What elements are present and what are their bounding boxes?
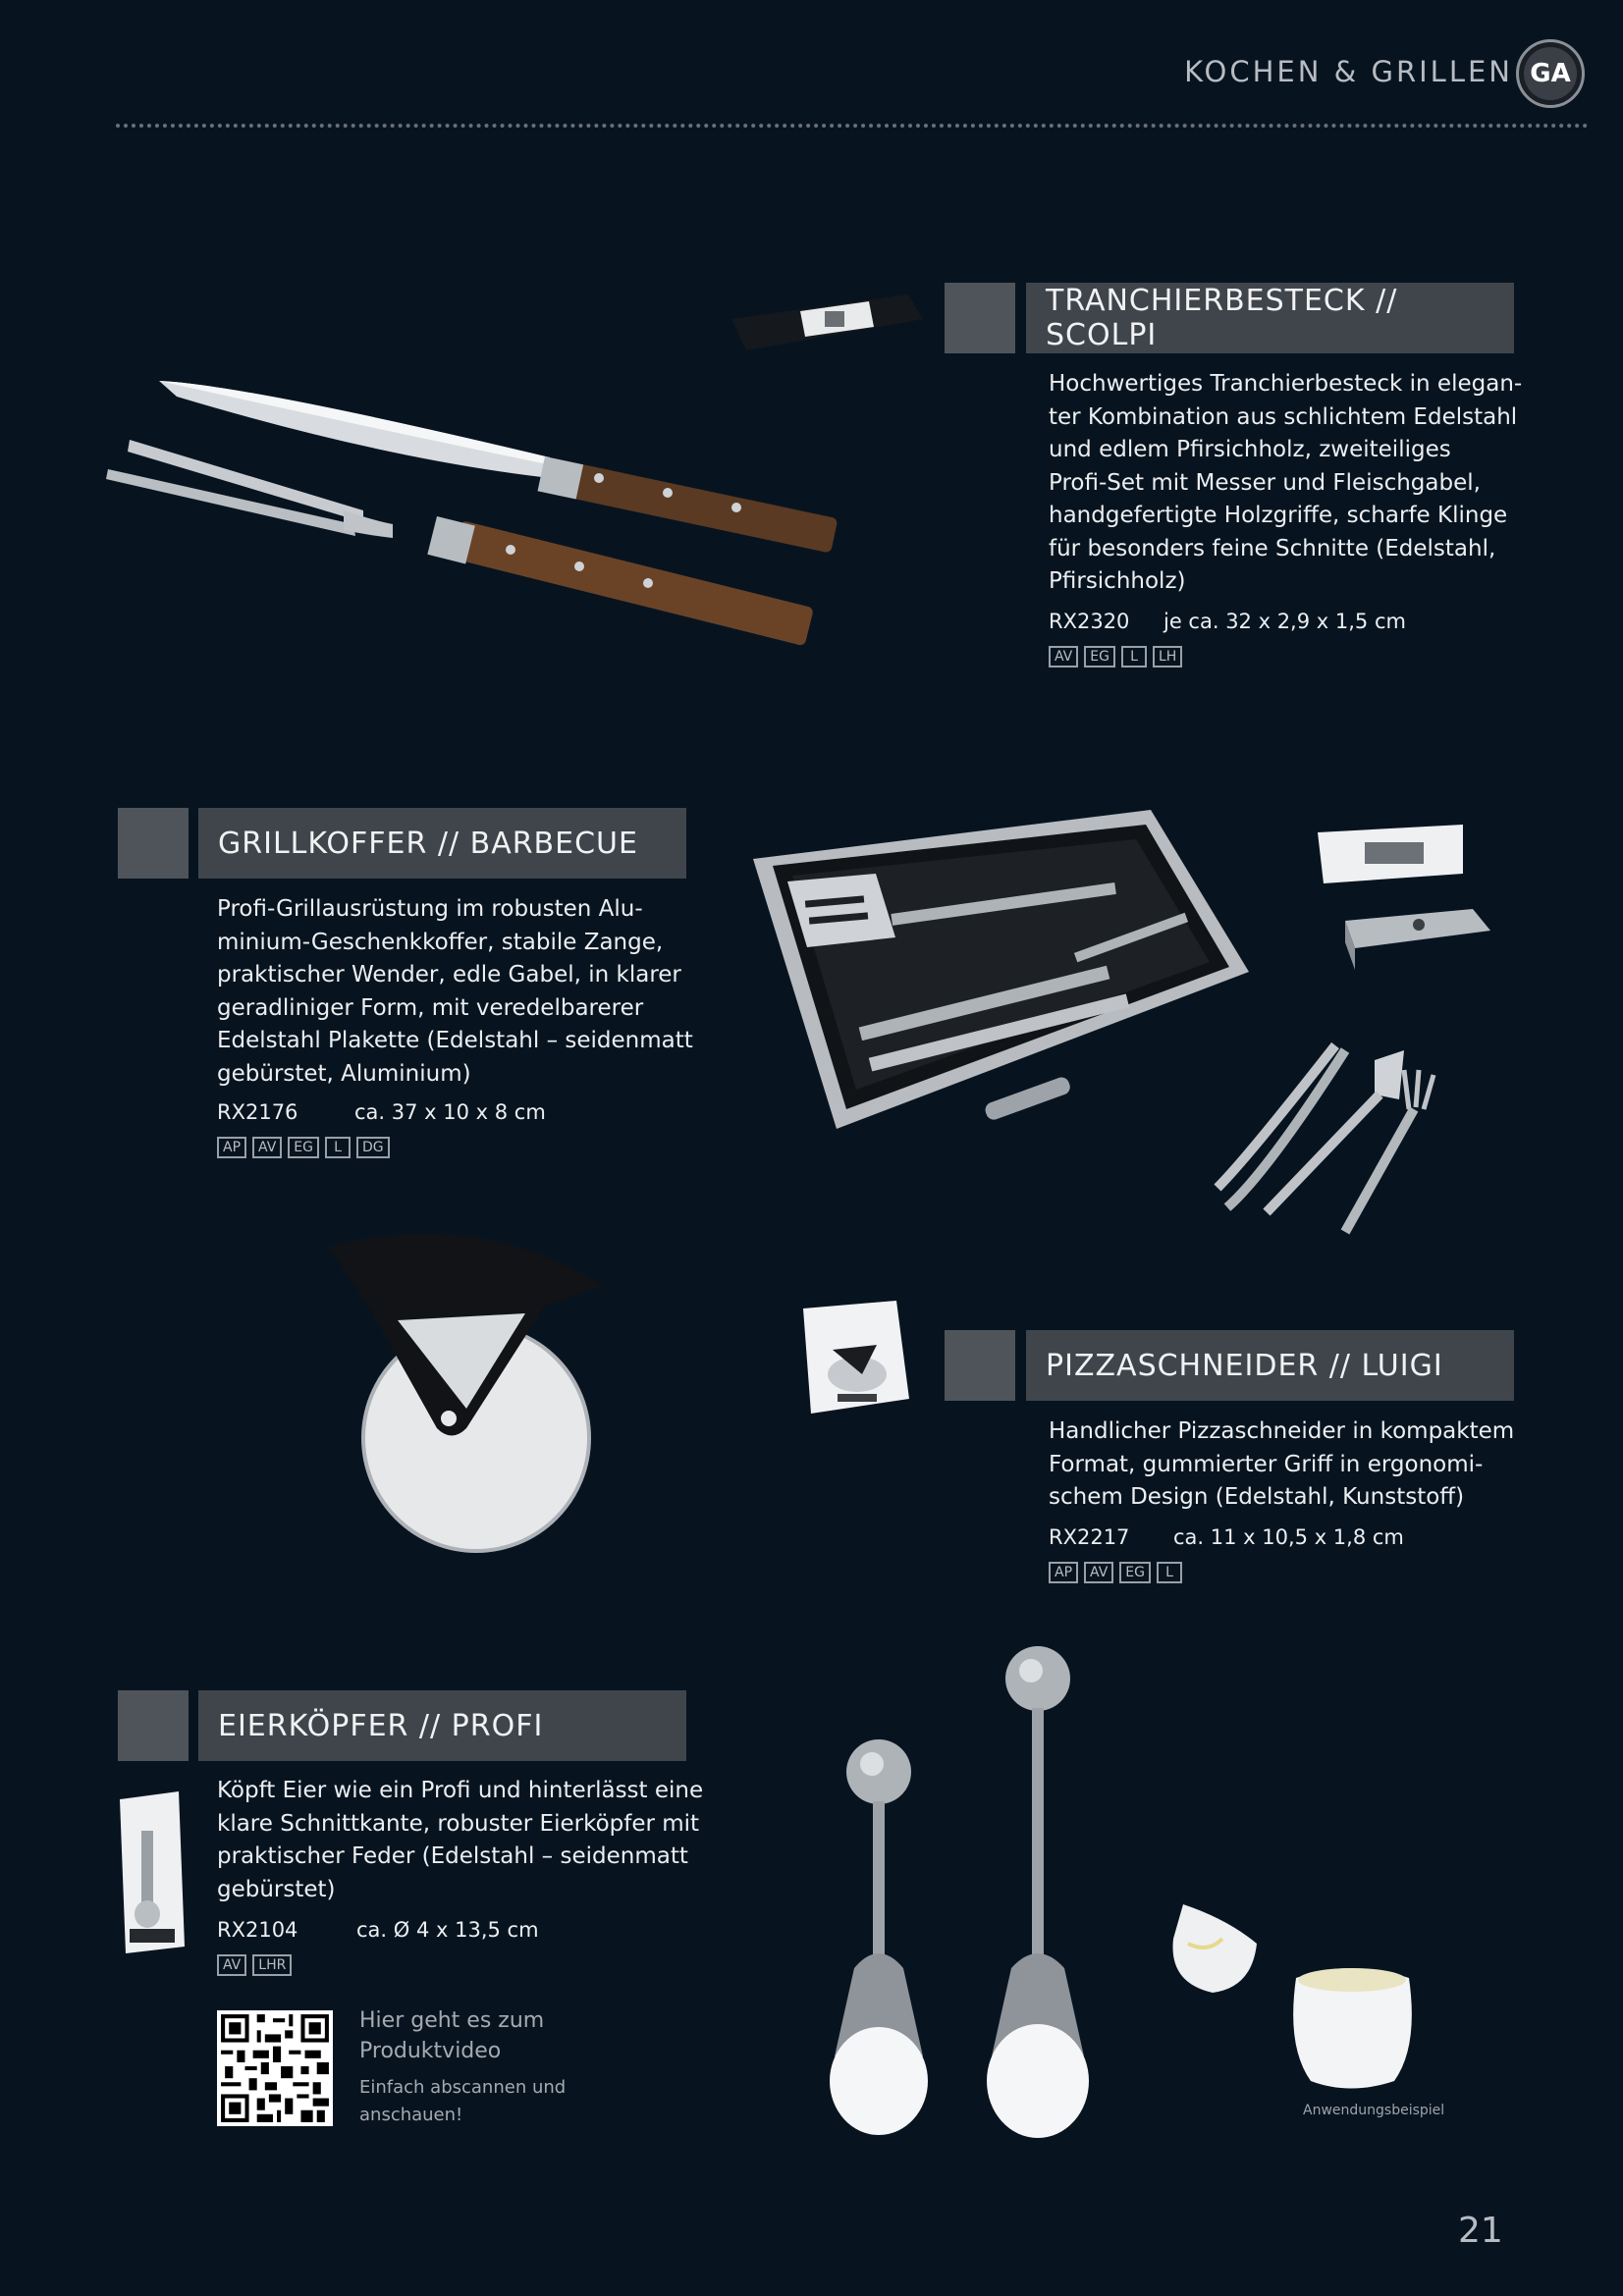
product-spec xyxy=(1049,1525,1404,1549)
badge: LHR xyxy=(252,1954,292,1976)
description-line: Pfirsichholz) xyxy=(1049,568,1186,594)
badge: DG xyxy=(356,1137,390,1158)
qr-code[interactable] xyxy=(217,2010,333,2126)
product-title-pizzaschneider: PIZZASCHNEIDER // LUIGI xyxy=(1026,1330,1514,1401)
product-description-eierkoepfer xyxy=(217,1775,703,1906)
brand-logo xyxy=(1516,39,1585,108)
product-spec xyxy=(217,1100,546,1124)
description-line: schem Design (Edelstahl, Kunststoff) xyxy=(1049,1484,1465,1510)
bbq-box-images xyxy=(1316,823,1492,989)
description-line: gebürstet) xyxy=(217,1876,336,1902)
description-line: gebürstet, Aluminium) xyxy=(217,1060,471,1087)
qr-heading-line: Hier geht es zum xyxy=(359,2008,545,2033)
carving-set-image xyxy=(98,363,864,658)
logo-mark: GA xyxy=(1524,47,1577,100)
description-line: Hochwertiges Tranchierbesteck in elegan- xyxy=(1049,371,1523,397)
page-number: 21 xyxy=(1458,2211,1503,2251)
badge: AV xyxy=(252,1137,282,1158)
product-code: RX2104 xyxy=(217,1918,298,1942)
product-description-grillkoffer xyxy=(217,893,693,1091)
description-line: Profi-Grillausrüstung im robusten Alu- xyxy=(217,896,643,922)
egg-topper-image xyxy=(815,1644,1139,2145)
description-line: Handlicher Pizzaschneider in kompaktem xyxy=(1049,1418,1515,1444)
pizza-cutter-image xyxy=(329,1227,623,1561)
finishing-badges xyxy=(217,1954,292,1976)
badge: L xyxy=(1121,646,1147,667)
carving-set-box-image xyxy=(731,290,928,358)
description-line: und edlem Pfirsichholz, zweiteiliges xyxy=(1049,437,1451,462)
egg-example-image xyxy=(1168,1899,1424,2096)
bbq-tools-image xyxy=(1208,1041,1443,1237)
product-description-tranchierbesteck xyxy=(1049,368,1522,599)
badge: EG xyxy=(1084,646,1115,667)
badge: AV xyxy=(1049,646,1078,667)
product-description-pizzaschneider xyxy=(1049,1415,1514,1515)
finishing-badges xyxy=(1049,1562,1182,1583)
product-code: RX2320 xyxy=(1049,610,1130,633)
badge: L xyxy=(325,1137,351,1158)
section-marker-square xyxy=(945,283,1015,353)
description-line: minium-Geschenkkoffer, stabile Zange, xyxy=(217,929,664,955)
description-line: geradliniger Form, mit veredelbarerer xyxy=(217,994,644,1021)
qr-instruction-line: Einfach abscannen und xyxy=(359,2077,567,2098)
section-marker-square xyxy=(945,1330,1015,1401)
badge: EG xyxy=(1119,1562,1151,1583)
section-marker-square xyxy=(118,1690,189,1761)
description-line: Edelstahl Plakette (Edelstahl – seidenmatt xyxy=(217,1028,693,1053)
product-dimensions: ca. 11 x 10,5 x 1,8 cm xyxy=(1173,1525,1404,1549)
finishing-badges xyxy=(1049,646,1182,667)
product-title-grillkoffer: GRILLKOFFER // BARBECUE xyxy=(198,808,686,879)
product-title-eierkoepfer: EIERKÖPFER // PROFI xyxy=(198,1690,686,1761)
description-line: praktischer Wender, edle Gabel, in klarer xyxy=(217,962,681,988)
bbq-case-image xyxy=(748,805,1259,1139)
product-spec xyxy=(217,1918,539,1942)
badge: AV xyxy=(1084,1562,1113,1583)
badge: AV xyxy=(217,1954,246,1976)
product-spec xyxy=(1049,610,1406,633)
product-dimensions: ca. 37 x 10 x 8 cm xyxy=(354,1100,546,1124)
section-marker-square xyxy=(118,808,189,879)
product-code: RX2176 xyxy=(217,1100,298,1124)
pizza-cutter-box-image xyxy=(803,1301,911,1414)
qr-heading-line: Produktvideo xyxy=(359,2039,502,2063)
description-line: praktischer Feder (Edelstahl – seidenmatt xyxy=(217,1843,688,1869)
badge: EG xyxy=(288,1137,319,1158)
description-line: klare Schnittkante, robuster Eierköpfer mit xyxy=(217,1810,700,1837)
description-line: Köpft Eier wie ein Profi und hinterlässt eine xyxy=(217,1778,704,1803)
description-line: Profi-Set mit Messer und Fleischgabel, xyxy=(1049,469,1481,496)
description-line: handgefertigte Holzgriffe, scharfe Klinge xyxy=(1049,503,1508,528)
description-line: ter Kombination aus schlichtem Edelstahl xyxy=(1049,403,1518,430)
badge: AP xyxy=(1049,1562,1078,1583)
badge: LH xyxy=(1153,646,1182,667)
egg-topper-box-image xyxy=(120,1791,185,1953)
product-code: RX2217 xyxy=(1049,1525,1130,1549)
product-title-tranchierbesteck: TRANCHIERBESTECK // SCOLPI xyxy=(1026,283,1514,353)
description-line: für besonders feine Schnitte (Edelstahl, xyxy=(1049,535,1496,561)
finishing-badges xyxy=(217,1137,390,1158)
badge: L xyxy=(1157,1562,1182,1583)
header-divider xyxy=(116,124,1589,128)
qr-instruction-line: anschauen! xyxy=(359,2105,463,2125)
product-dimensions: ca. Ø 4 x 13,5 cm xyxy=(356,1918,539,1942)
usage-example-caption: Anwendungsbeispiel xyxy=(1303,2103,1445,2118)
qr-heading xyxy=(359,2005,544,2066)
qr-instruction xyxy=(359,2074,566,2129)
product-dimensions: je ca. 32 x 2,9 x 1,5 cm xyxy=(1163,610,1406,633)
description-line: Format, gummierter Griff in ergonomi- xyxy=(1049,1451,1484,1477)
badge: AP xyxy=(217,1137,246,1158)
section-title: KOCHEN & GRILLEN xyxy=(1184,55,1513,88)
